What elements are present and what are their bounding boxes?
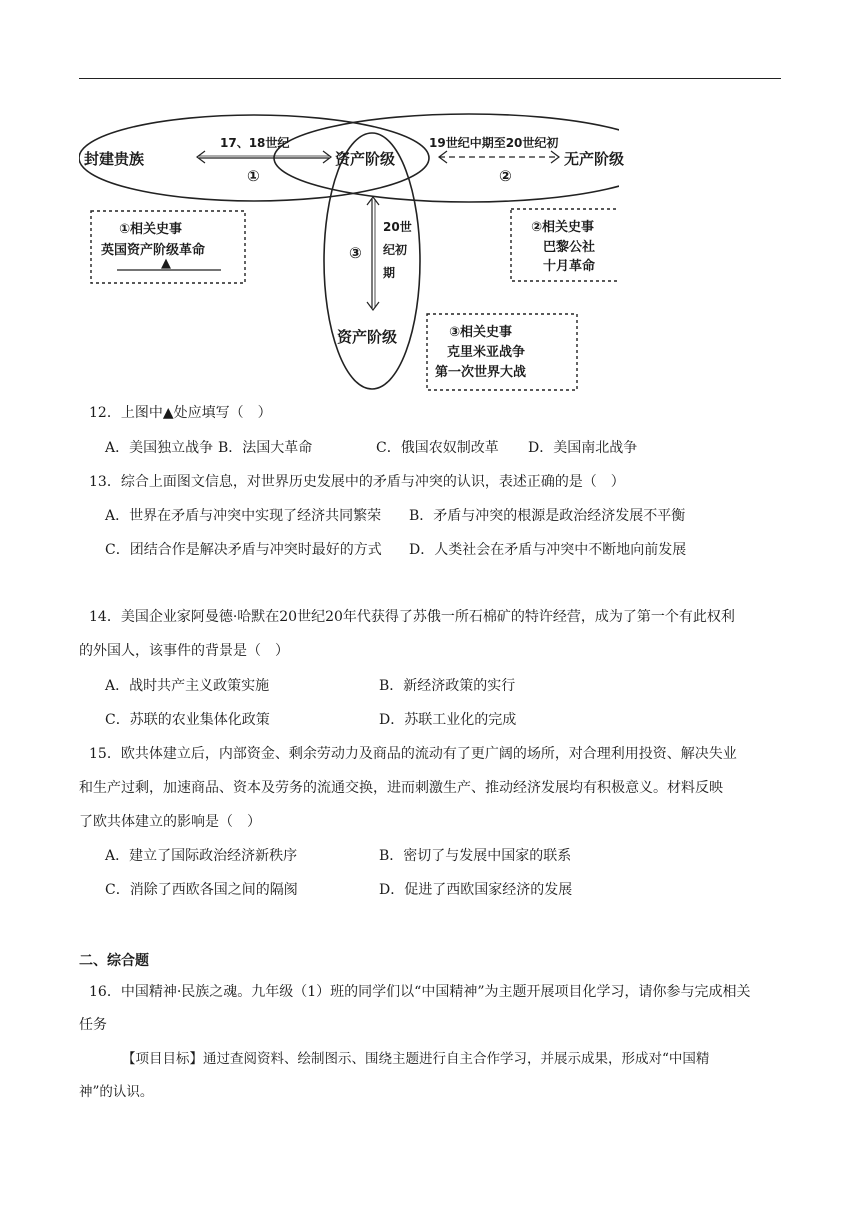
question-13-option-b[interactable]: B．矛盾与冲突的根源是政治经济发展不平衡 (409, 508, 686, 524)
box1-event: 英国资产阶级革命 (101, 243, 206, 258)
project-goal-line1: 【项目目标】通过查阅资料、绘制图示、围绕主题进行自主合作学习，并展示成果，形成对“中国精 (122, 1051, 710, 1067)
box3-title: ③相关史事 (449, 325, 513, 340)
question-14-option-a[interactable]: A．战时共产主义政策实施 (105, 678, 270, 694)
node-bourgeoisie-bottom: 资产阶级 (337, 328, 398, 346)
question-15-option-d[interactable]: D．促进了西欧国家经济的发展 (379, 882, 573, 898)
box2-event2: 十月革命 (543, 259, 596, 274)
question-14-option-b[interactable]: B．新经济政策的实行 (379, 678, 516, 694)
question-12-stem: 12．上图中▲处应填写（ ） (89, 405, 272, 421)
period-label-3b: 纪初 (383, 243, 408, 257)
circle-number-2: ② (499, 167, 512, 185)
node-feudal-nobility: 封建贵族 (84, 150, 145, 168)
box1-title: ①相关史事 (119, 222, 183, 237)
question-14-option-d[interactable]: D．苏联工业化的完成 (379, 712, 517, 728)
question-15-option-b[interactable]: B．密切了与发展中国家的联系 (379, 848, 572, 864)
box2-title: ②相关史事 (531, 220, 595, 235)
question-13-stem: 13．综合上面图文信息，对世界历史发展中的矛盾与冲突的认识，表述正确的是（ ） (89, 474, 625, 490)
circle-number-1: ① (247, 167, 260, 185)
question-16-stem-line2: 任务 (79, 1017, 107, 1033)
project-goal-line2: 神”的认识。 (79, 1084, 154, 1100)
section-2-title: 二、综合题 (79, 953, 149, 969)
box3-event1: 克里米亚战争 (447, 345, 526, 360)
question-15-option-c[interactable]: C．消除了西欧各国之间的隔阂 (105, 882, 298, 898)
question-14-option-c[interactable]: C．苏联的农业集体化政策 (105, 712, 270, 728)
question-13-option-c[interactable]: C．团结合作是解决矛盾与冲突时最好的方式 (105, 542, 382, 558)
node-bourgeoisie-center: 资产阶级 (335, 150, 396, 168)
period-label-3a: 20世 (383, 220, 412, 234)
period-label-2: 19世纪中期至20世纪初 (429, 136, 559, 150)
question-15-stem-line3: 了欧共体建立的影响是（ ） (79, 814, 261, 830)
question-12-option-a[interactable]: A．美国独立战争 (105, 440, 214, 456)
history-diagram (79, 96, 625, 396)
box2-event1: 巴黎公社 (543, 240, 596, 255)
header-rule (79, 78, 781, 79)
box3-event2: 第一次世界大战 (435, 365, 527, 380)
period-label-1: 17、18世纪 (220, 136, 290, 150)
question-13-option-a[interactable]: A．世界在矛盾与冲突中实现了经济共同繁荣 (105, 508, 382, 524)
question-16-stem-line1: 16．中国精神·民族之魂。九年级（1）班的同学们以“中国精神”为主题开展项目化学习，请你参与完成相关 (89, 984, 751, 1000)
question-15-stem-line1: 15．欧共体建立后，内部资金、剩余劳动力及商品的流动有了更广阔的场所，对合理利用投资、解决失业 (89, 746, 737, 762)
box1-marker: ▲ (161, 256, 171, 271)
question-12-option-d[interactable]: D．美国南北战争 (528, 440, 638, 456)
node-proletariat: 无产阶级 (564, 150, 625, 168)
question-14-stem-line2: 的外国人，该事件的背景是（ ） (79, 643, 289, 659)
question-13-option-d[interactable]: D．人类社会在矛盾与冲突中不断地向前发展 (409, 542, 687, 558)
question-15-option-a[interactable]: A．建立了国际政治经济新秩序 (105, 848, 298, 864)
circle-number-3: ③ (349, 244, 362, 262)
question-12-option-b[interactable]: B．法国大革命 (218, 440, 313, 456)
question-14-stem-line1: 14．美国企业家阿曼德·哈默在20世纪20年代获得了苏俄一所石棉矿的特许经营，成为了第一个有此权利 (89, 609, 735, 625)
period-label-3c: 期 (383, 266, 396, 280)
question-15-stem-line2: 和生产过剩，加速商品、资本及劳务的流通交换，进而刺激生产、推动经济发展均有积极意义。材料反映 (79, 780, 723, 796)
question-12-option-c[interactable]: C．俄国农奴制改革 (376, 440, 499, 456)
